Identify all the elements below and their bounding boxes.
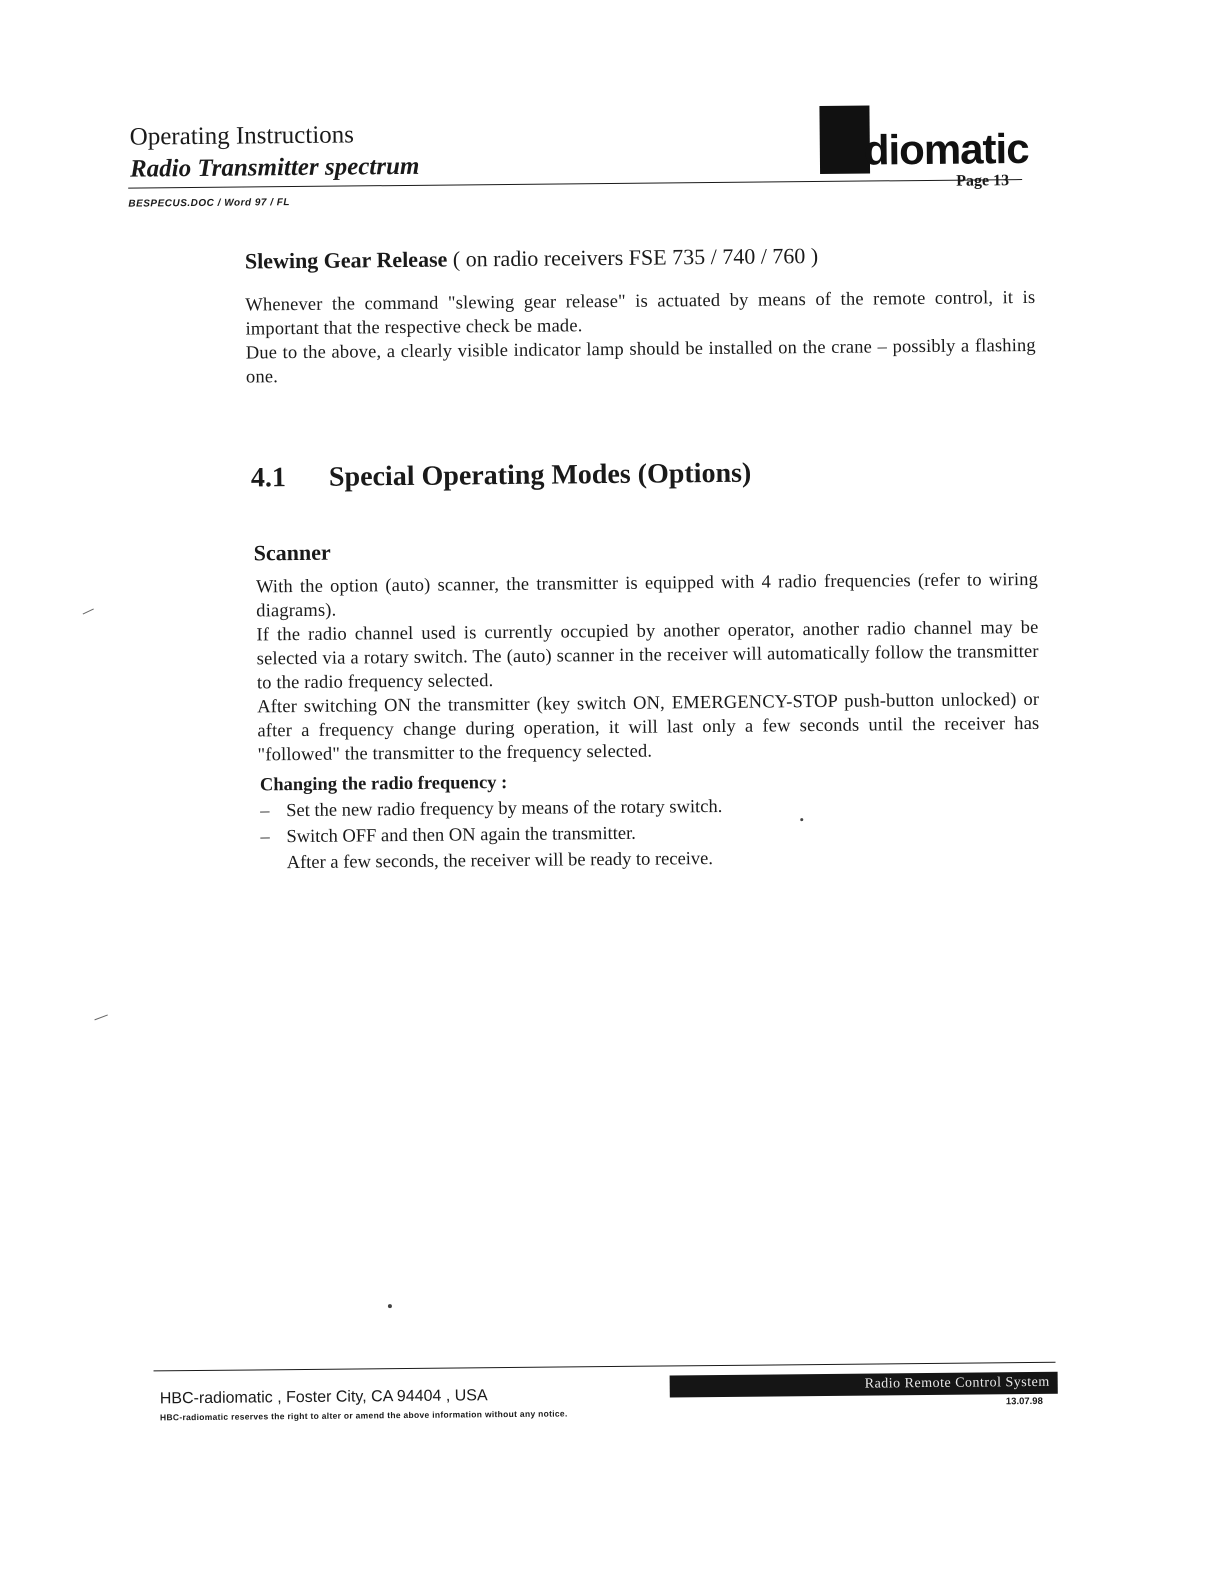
scanner-paragraph-1: With the option (auto) scanner, the transmitter is equipped with 4 radio frequencies (refer to wiring diagrams). — [255, 569, 1039, 622]
scanner-body — [256, 568, 1040, 767]
slewing-paragraph-2: Due to the above, a clearly visible indicator lamp should be installed on the crane – possibly a flashing one. — [245, 335, 1036, 388]
header-subtitle: Radio Transmitter spectrum — [129, 152, 420, 183]
section-heading — [251, 454, 1037, 496]
footer-date: 13.07.98 — [1005, 1395, 1043, 1408]
footer-rule — [154, 1362, 1056, 1372]
step-text: Switch OFF and then ON again the transmitter. — [286, 823, 636, 848]
logo-block — [819, 105, 870, 173]
scanner-paragraph-2: If the radio channel used is currently occupied by another operator, another radio channel may be selected via a rotary switch. The (auto) scanner in the receiver will automatically follow the transmitter to the radio frequency selected. — [256, 617, 1039, 694]
header-title: Operating Instructions — [129, 121, 355, 151]
scan-mark — [83, 608, 94, 614]
footer-banner — [670, 1372, 1058, 1398]
section-title: Special Operating Modes (Options) — [328, 457, 752, 493]
page-number: Page 13 — [956, 172, 1010, 190]
slewing-heading — [245, 240, 1035, 276]
document-reference: BESPECUS.DOC / Word 97 / FL — [128, 197, 291, 210]
page-content — [245, 240, 1041, 876]
list-dash: – — [260, 801, 270, 822]
footer-rights-note: HBC-radiomatic reserves the right to alter or amend the above information without any notice. — [159, 1408, 568, 1423]
footer-banner-text: Radio Remote Control System — [864, 1374, 1050, 1392]
slewing-heading-bold: Slewing Gear Release — [244, 246, 448, 274]
section-number: 4.1 — [250, 462, 287, 494]
list-dash: – — [260, 827, 270, 848]
scan-speck — [800, 818, 803, 821]
step-text: Set the new radio frequency by means of the rotary switch. — [286, 796, 723, 822]
footer-company: HBC-radiomatic , Foster City, CA 94404 , USA — [159, 1387, 488, 1408]
scanner-paragraph-3: After switching ON the transmitter (key switch ON, EMERGENCY-STOP push-button unlocked) or after a frequency change during operation, it will last only a few seconds until the receiver has "followed" the transmitter to the frequency selected. — [257, 689, 1040, 766]
company-logo — [819, 104, 1030, 174]
slewing-paragraph: Whenever the command "slewing gear release" is actuated by means of the remote control, it is important that the respective check be made. — [245, 287, 1036, 340]
scan-mark — [94, 1014, 107, 1020]
logo-text: diomatic — [863, 124, 1029, 174]
step-note: After a few seconds, the receiver will be ready to receive. — [286, 849, 714, 874]
scanner-heading: Scanner — [253, 539, 331, 566]
changing-steps-list — [250, 792, 1040, 850]
slewing-heading-rest: ( on radio receivers FSE 735 / 740 / 760 ) — [447, 242, 819, 272]
scan-speck — [388, 1304, 392, 1308]
changing-frequency-heading: Changing the radio frequency : — [259, 773, 508, 796]
